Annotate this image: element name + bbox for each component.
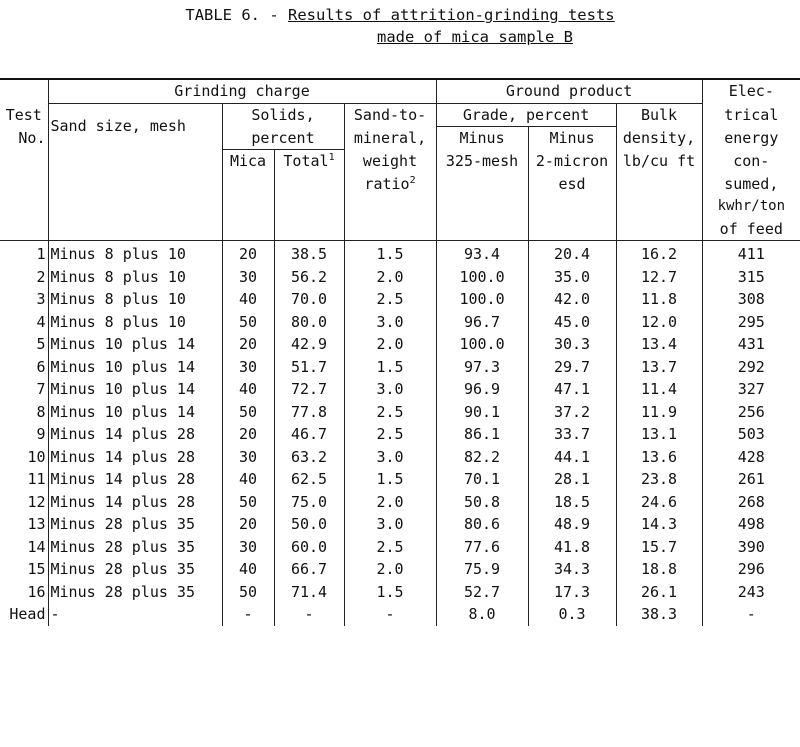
header-ratio-1: Sand-to- <box>344 103 436 127</box>
cell-test-no: Head <box>9 605 46 623</box>
cell-minus325: 70.1 <box>436 468 528 491</box>
header-bulk-1: Bulk <box>616 103 702 127</box>
cell-sand-size: Minus 8 plus 10 <box>48 266 222 289</box>
cell-sand-size: Minus 14 plus 28 <box>48 468 222 491</box>
cell-energy: 292 <box>702 356 800 379</box>
cell-sand-size: Minus 28 plus 35 <box>48 558 222 581</box>
cell-minus325: 100.0 <box>436 288 528 311</box>
cell-minus325: 96.7 <box>436 311 528 334</box>
cell-sand-size: Minus 28 plus 35 <box>48 536 222 559</box>
header-grade: Grade, percent <box>436 103 616 127</box>
cell-test-no: 11 <box>27 470 46 488</box>
table-row <box>0 378 800 401</box>
header-mica: Mica <box>222 150 274 173</box>
cell-minus325: 100.0 <box>436 333 528 356</box>
header-grinding-charge: Grinding charge <box>48 79 436 103</box>
cell-ratio: 1.5 <box>344 581 436 604</box>
cell-minus325: 77.6 <box>436 536 528 559</box>
cell-bulk: 23.8 <box>616 468 702 491</box>
cell-sand-size: Minus 8 plus 10 <box>48 241 222 266</box>
cell-minus325: 86.1 <box>436 423 528 446</box>
cell-minus2: 35.0 <box>528 266 616 289</box>
header-bulk-3: lb/cu ft <box>616 150 702 173</box>
cell-mica: 20 <box>222 513 274 536</box>
header-energy-2: trical <box>702 103 800 127</box>
cell-ratio: 1.5 <box>344 356 436 379</box>
cell-ratio: 2.5 <box>344 401 436 424</box>
cell-energy: - <box>702 603 800 626</box>
table-row <box>0 356 800 379</box>
cell-bulk: 13.1 <box>616 423 702 446</box>
cell-mica: 20 <box>222 333 274 356</box>
cell-minus2: 37.2 <box>528 401 616 424</box>
cell-total: 42.9 <box>274 333 344 356</box>
cell-bulk: 11.4 <box>616 378 702 401</box>
table-row <box>0 603 800 626</box>
cell-minus2: 29.7 <box>528 356 616 379</box>
header-minus325-2: 325-mesh <box>436 150 528 173</box>
table-row <box>0 558 800 581</box>
header-ratio-3: weight <box>344 150 436 173</box>
cell-test-no: 15 <box>27 560 46 578</box>
cell-ratio: 2.0 <box>344 491 436 514</box>
header-minus325-1: Minus <box>436 127 528 150</box>
cell-test-no: 12 <box>27 492 46 511</box>
table-head <box>0 79 800 241</box>
cell-energy: 503 <box>702 423 800 446</box>
cell-sand-size: Minus 14 plus 28 <box>48 423 222 446</box>
header-minus2-3: esd <box>528 173 616 196</box>
cell-sand-size: Minus 10 plus 14 <box>48 333 222 356</box>
cell-mica: 30 <box>222 536 274 559</box>
cell-energy: 498 <box>702 513 800 536</box>
cell-mica: 50 <box>222 491 274 514</box>
cell-total: 56.2 <box>274 266 344 289</box>
table-row <box>0 581 800 604</box>
cell-total: 77.8 <box>274 401 344 424</box>
cell-total: 70.0 <box>274 288 344 311</box>
cell-test-no: 8 <box>36 402 46 421</box>
header-ratio-2: mineral, <box>344 127 436 150</box>
footnote-1-marker: 1 <box>328 152 335 163</box>
cell-total: 51.7 <box>274 356 344 379</box>
table-row <box>0 266 800 289</box>
cell-ratio: 2.5 <box>344 536 436 559</box>
cell-bulk: 13.6 <box>616 446 702 469</box>
cell-energy: 411 <box>702 241 800 266</box>
cell-test-no: 14 <box>27 537 46 556</box>
cell-energy: 243 <box>702 581 800 604</box>
cell-minus2: 48.9 <box>528 513 616 536</box>
cell-minus325: 8.0 <box>436 603 528 626</box>
cell-test-no: 2 <box>36 267 46 286</box>
header-energy-1: Elec- <box>702 79 800 103</box>
header-energy-3: energy <box>702 127 800 150</box>
caption-prefix: TABLE 6. - <box>185 6 289 24</box>
cell-total: 46.7 <box>274 423 344 446</box>
header-minus2-2: 2-micron <box>528 150 616 173</box>
caption-line-2 <box>0 26 800 48</box>
table-row <box>0 423 800 446</box>
table-row <box>0 311 800 334</box>
cell-energy: 268 <box>702 491 800 514</box>
cell-test-no: 3 <box>36 290 46 308</box>
cell-mica: 30 <box>222 446 274 469</box>
cell-mica: 20 <box>222 423 274 446</box>
cell-ratio: 3.0 <box>344 378 436 401</box>
cell-mica: 40 <box>222 378 274 401</box>
footnote-2-marker: 2 <box>409 174 416 186</box>
cell-mica: 50 <box>222 401 274 424</box>
cell-mica: 40 <box>222 288 274 311</box>
cell-mica: 50 <box>222 581 274 604</box>
caption-title-1: Results of attrition-grinding tests <box>288 6 615 24</box>
cell-minus2: 17.3 <box>528 581 616 604</box>
cell-bulk: 15.7 <box>616 536 702 559</box>
cell-bulk: 11.8 <box>616 288 702 311</box>
cell-mica: 30 <box>222 266 274 289</box>
cell-test-no: 16 <box>27 582 46 601</box>
cell-ratio: 3.0 <box>344 446 436 469</box>
table-row <box>0 491 800 514</box>
cell-ratio: 1.5 <box>344 468 436 491</box>
cell-energy: 295 <box>702 311 800 334</box>
cell-ratio: 2.5 <box>344 423 436 446</box>
cell-minus325: 96.9 <box>436 378 528 401</box>
header-total-label: Total <box>283 152 329 170</box>
cell-total: 38.5 <box>274 241 344 266</box>
cell-mica: 50 <box>222 311 274 334</box>
cell-minus2: 30.3 <box>528 333 616 356</box>
cell-energy: 261 <box>702 468 800 491</box>
cell-minus2: 41.8 <box>528 536 616 559</box>
table-row <box>0 288 800 311</box>
cell-bulk: 16.2 <box>616 241 702 266</box>
results-table <box>0 78 800 626</box>
cell-total: 62.5 <box>274 468 344 491</box>
cell-minus325: 50.8 <box>436 491 528 514</box>
cell-energy: 256 <box>702 401 800 424</box>
cell-ratio: 2.5 <box>344 288 436 311</box>
cell-sand-size: - <box>48 603 222 626</box>
cell-bulk: 38.3 <box>616 603 702 626</box>
table-row <box>0 446 800 469</box>
cell-ratio: 2.0 <box>344 266 436 289</box>
cell-sand-size: Minus 10 plus 14 <box>48 356 222 379</box>
header-total <box>274 150 344 173</box>
cell-ratio: - <box>344 603 436 626</box>
cell-minus325: 82.2 <box>436 446 528 469</box>
cell-sand-size: Minus 28 plus 35 <box>48 581 222 604</box>
cell-test-no: 5 <box>36 335 46 353</box>
cell-minus325: 100.0 <box>436 266 528 289</box>
cell-test-no: 9 <box>36 425 46 443</box>
cell-energy: 431 <box>702 333 800 356</box>
table-row <box>0 536 800 559</box>
cell-bulk: 14.3 <box>616 513 702 536</box>
cell-energy: 308 <box>702 288 800 311</box>
cell-minus2: 33.7 <box>528 423 616 446</box>
cell-minus325: 97.3 <box>436 356 528 379</box>
cell-sand-size: Minus 10 plus 14 <box>48 401 222 424</box>
cell-minus2: 45.0 <box>528 311 616 334</box>
cell-bulk: 13.7 <box>616 356 702 379</box>
cell-mica: 30 <box>222 356 274 379</box>
header-test-2: No. <box>18 128 46 147</box>
cell-minus2: 47.1 <box>528 378 616 401</box>
table-row <box>0 241 800 266</box>
cell-test-no: 4 <box>36 312 46 331</box>
table-row <box>0 468 800 491</box>
header-energy-6: kwhr/ton <box>702 195 800 218</box>
caption-title-2: made of mica sample B <box>377 28 573 46</box>
cell-test-no: 1 <box>36 245 46 263</box>
cell-bulk: 26.1 <box>616 581 702 604</box>
cell-bulk: 11.9 <box>616 401 702 424</box>
cell-ratio: 3.0 <box>344 513 436 536</box>
cell-energy: 315 <box>702 266 800 289</box>
cell-energy: 390 <box>702 536 800 559</box>
cell-minus325: 52.7 <box>436 581 528 604</box>
cell-total: 72.7 <box>274 378 344 401</box>
cell-total: 63.2 <box>274 446 344 469</box>
caption-line-1 <box>0 4 800 26</box>
table-body <box>0 241 800 626</box>
header-ratio-4 <box>344 173 436 196</box>
table-caption <box>0 4 800 48</box>
cell-total: 75.0 <box>274 491 344 514</box>
cell-energy: 296 <box>702 558 800 581</box>
cell-sand-size: Minus 8 plus 10 <box>48 311 222 334</box>
cell-total: 71.4 <box>274 581 344 604</box>
cell-bulk: 24.6 <box>616 491 702 514</box>
cell-ratio: 3.0 <box>344 311 436 334</box>
cell-sand-size: Minus 14 plus 28 <box>48 446 222 469</box>
cell-test-no: 13 <box>27 515 46 533</box>
cell-ratio: 2.0 <box>344 333 436 356</box>
cell-sand-size: Minus 10 plus 14 <box>48 378 222 401</box>
header-energy-4: con- <box>702 150 800 173</box>
header-ratio-4-label: ratio <box>364 174 410 193</box>
header-ground-product: Ground product <box>436 79 702 103</box>
cell-test-no: 10 <box>27 447 46 466</box>
cell-total: 50.0 <box>274 513 344 536</box>
cell-mica: - <box>222 603 274 626</box>
cell-minus325: 75.9 <box>436 558 528 581</box>
cell-total: 80.0 <box>274 311 344 334</box>
cell-test-no: 6 <box>36 357 46 376</box>
cell-bulk: 13.4 <box>616 333 702 356</box>
table-row <box>0 513 800 536</box>
cell-sand-size: Minus 8 plus 10 <box>48 288 222 311</box>
cell-minus325: 93.4 <box>436 241 528 266</box>
header-solids-1: Solids, <box>222 103 344 127</box>
table-row <box>0 333 800 356</box>
header-solids-2: percent <box>222 127 344 150</box>
cell-energy: 428 <box>702 446 800 469</box>
cell-bulk: 18.8 <box>616 558 702 581</box>
header-bulk-2: density, <box>616 127 702 150</box>
cell-total: 66.7 <box>274 558 344 581</box>
cell-minus2: 44.1 <box>528 446 616 469</box>
header-energy-7: of feed <box>702 218 800 241</box>
cell-total: - <box>274 603 344 626</box>
cell-mica: 40 <box>222 558 274 581</box>
header-minus2-1: Minus <box>528 127 616 150</box>
cell-mica: 40 <box>222 468 274 491</box>
cell-minus2: 18.5 <box>528 491 616 514</box>
cell-test-no: 7 <box>36 380 46 398</box>
cell-minus2: 34.3 <box>528 558 616 581</box>
header-sand-size: Sand size, mesh <box>48 103 222 150</box>
cell-minus2: 42.0 <box>528 288 616 311</box>
header-test-1: Test <box>5 105 42 124</box>
cell-ratio: 1.5 <box>344 241 436 266</box>
cell-ratio: 2.0 <box>344 558 436 581</box>
cell-bulk: 12.7 <box>616 266 702 289</box>
cell-mica: 20 <box>222 241 274 266</box>
cell-energy: 327 <box>702 378 800 401</box>
cell-minus2: 20.4 <box>528 241 616 266</box>
header-energy-5: sumed, <box>702 173 800 196</box>
cell-minus325: 90.1 <box>436 401 528 424</box>
cell-minus2: 28.1 <box>528 468 616 491</box>
cell-minus2: 0.3 <box>528 603 616 626</box>
cell-sand-size: Minus 14 plus 28 <box>48 491 222 514</box>
table-row <box>0 401 800 424</box>
cell-total: 60.0 <box>274 536 344 559</box>
cell-sand-size: Minus 28 plus 35 <box>48 513 222 536</box>
cell-minus325: 80.6 <box>436 513 528 536</box>
cell-bulk: 12.0 <box>616 311 702 334</box>
